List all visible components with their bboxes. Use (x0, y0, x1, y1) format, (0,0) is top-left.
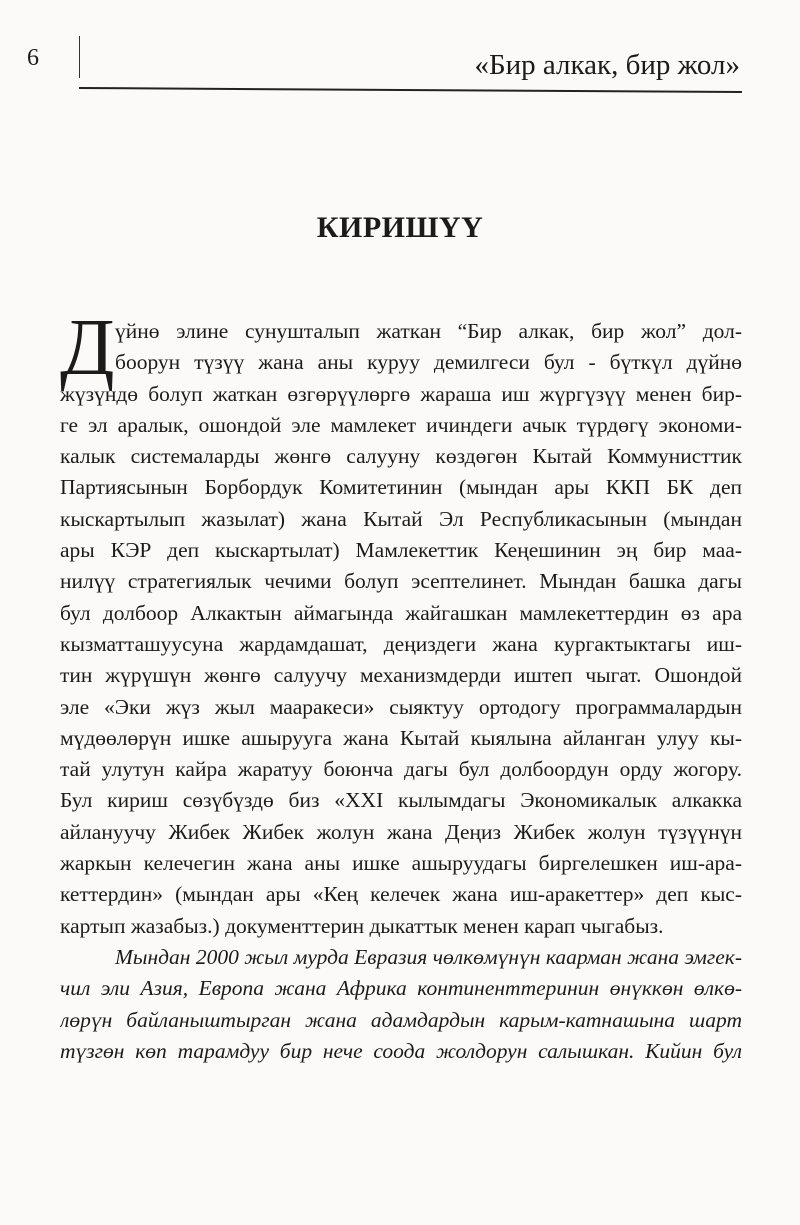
text-line: Бул кириш сөзүбүздө биз «XXI кылымдагы Экономикалык алкакка (60, 788, 742, 813)
text-line: тин жүрүшүн жөнгө салуучу механизмдерди иштеп чыгат. Ошондой (60, 663, 742, 688)
chapter-title: КИРИШҮҮ (316, 211, 484, 244)
text-line: лөрүн байланыштырган жана адамдардын карым-катнашына шарт (60, 1007, 742, 1032)
drop-cap: Д (60, 304, 115, 392)
text-line: айлануучу Жибек Жибек жолун жана Деңиз Жибек жолун түзүүнүн (60, 819, 742, 844)
header-divider (79, 36, 80, 78)
paragraph-italic (60, 942, 742, 1067)
running-title: «Бир алкак, бир жол» (474, 49, 740, 81)
paragraph (60, 316, 742, 942)
text-line: үйнө элине сунушталып жаткан “Бир алкак, бир жол” дол- (115, 319, 742, 343)
text-line: эле «Эки жүз жыл мааракеси» сыяктуу ортодогу программалардын (60, 694, 742, 719)
text-line: кыскартылып жазылат) жана Кытай Эл Республикасынын (мындан (60, 506, 742, 531)
text-line: ге эл аралык, ошондой эле мамлекет ичиндеги ачык түрдөгү экономи- (60, 412, 742, 437)
text-line: Мындан 2000 жыл мурда Евразия чөлкөмүнүн каарман жана эмгек- (115, 944, 742, 969)
text-line: жаркын келечегин жана аны ишке ашыруудагы биргелешкен иш-ара- (60, 851, 742, 876)
text-line: жүзүндө болуп жаткан өзгөрүүлөргө жараша иш жүргүзүү менен бир- (60, 381, 742, 406)
text-line: кызматташуусуна жардамдашат, деңиздеги жана кургактыктагы иш- (60, 631, 742, 656)
text-line: мүдөөлөрүн ишке ашырууга жана Кытай кыялына айланган улуу кы- (60, 725, 742, 750)
text-line: Партиясынын Борбордук Комитетинин (мындан ары ККП БК деп (60, 475, 742, 500)
text-line: бул долбоор Алкактын аймагында жайгашкан мамлекеттердин өз ара (60, 600, 742, 625)
text-line: кеттердин» (мындан ары «Кең келечек жана иш-аракеттер» деп кыс- (60, 882, 742, 907)
header-rule (79, 87, 742, 93)
text-line: боорун түзүү жана аны куруу демилгеси бул - бүткүл дүйнө (115, 350, 742, 375)
text-line: тай улутун кайра жаратуу боюнча дагы бул долбоордун орду жогору. (60, 757, 742, 782)
text-line: ары КЭР деп кыскартылат) Мамлекеттик Кеңешинин эң бир маа- (60, 538, 742, 563)
text-line: нилүү стратегиялык чечими болуп эсептелинет. Мындан башка дагы (60, 569, 742, 594)
text-line: чил эли Азия, Европа жана Африка континенттеринин өнүккөн өлкө- (60, 976, 742, 1001)
body-text (60, 316, 742, 1067)
page-number: 6 (27, 45, 39, 71)
text-line: түзгөн көп тарамдуу бир нече соода жолдорун салышкан. Кийин бул (60, 1038, 742, 1063)
text-line: калык системаларды жөнгө салууну көздөгөн Кытай Коммунисттик (60, 444, 742, 469)
text-line: картып жазабыз.) документтерин дыкаттык менен карап чыгабыз. (60, 913, 664, 938)
